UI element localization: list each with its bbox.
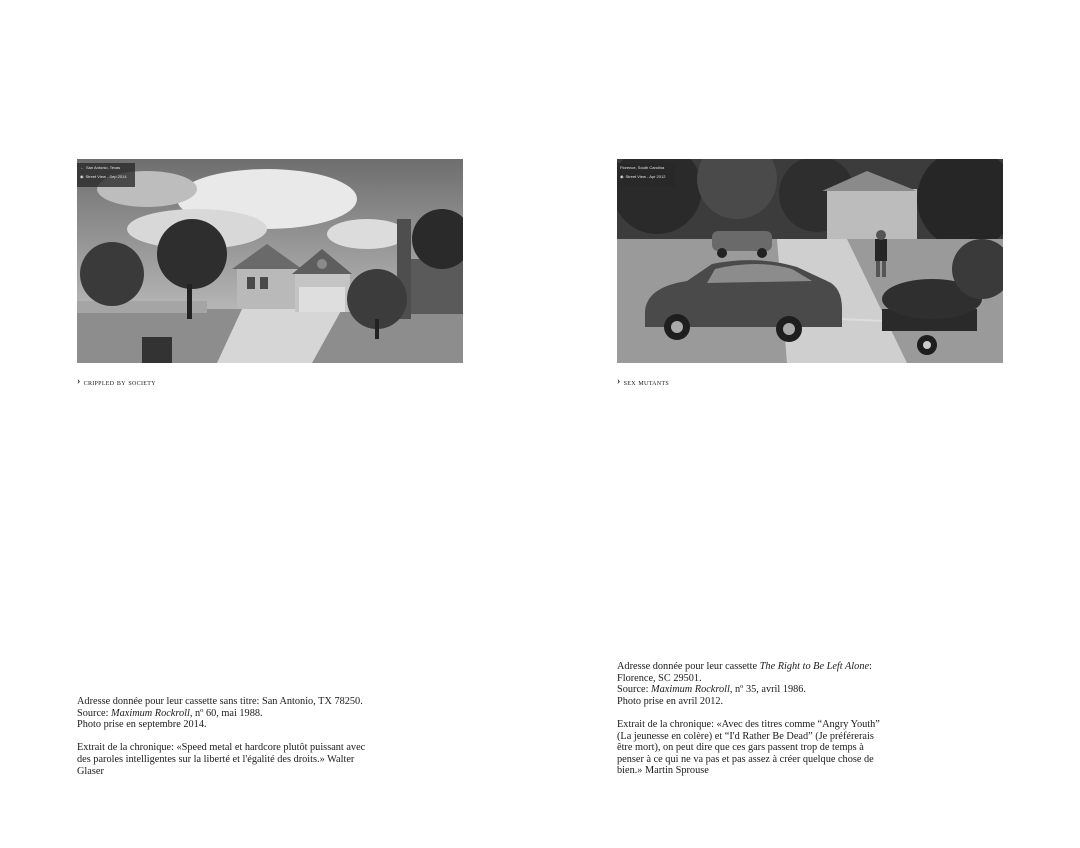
address-line: Adresse donnée pour leur cassette sans titre: San Antonio, TX 78250. <box>77 696 363 707</box>
streetview-location-panel <box>617 163 675 187</box>
source-label: Source: <box>77 707 109 719</box>
photo-date: Photo prise en avril 2012. <box>617 695 724 707</box>
entry-text <box>77 696 377 777</box>
streetview-location-panel <box>77 163 135 187</box>
source-title: Maximum Rockroll <box>111 707 190 719</box>
photo-caption <box>77 376 156 387</box>
source-label: Source: <box>617 684 649 696</box>
review-excerpt: Extrait de la chronique: «Avec des titres comme “Angry Youth” (La jeunesse en colère) et “I'd Rather Be Dead” (Je préférerais être mort), on peut dire que ces gars passent trop de temps à penser à ce qui ne va pas et pas assez à créer quelque chose de bien.» Martin Sprouse <box>617 718 880 777</box>
source-title: Maximum Rockroll <box>651 684 730 696</box>
caption-chevron-icon: › <box>617 376 621 387</box>
house-photo-graphic <box>77 159 463 363</box>
review-excerpt: Extrait de la chronique: «Speed metal et hardcore plutôt puissant avec des paroles intelligentes sur la liberté et l'égalité des droits.» Walter Glaser <box>77 742 366 777</box>
streetview-date: Street View - Sep 2014 <box>85 174 127 179</box>
car-photo-graphic <box>617 159 1003 363</box>
source-detail: , nº 60, mai 1988. <box>189 707 263 719</box>
streetview-date: Street View - Apr 2012 <box>625 174 666 179</box>
address-suffix: : Florence, SC 29501. <box>617 661 872 684</box>
photo-caption <box>617 376 669 387</box>
streetview-photo-florence <box>617 159 1003 363</box>
source-detail: , nº 35, avril 1986. <box>729 684 806 696</box>
source-line <box>77 708 377 720</box>
band-name: crippled by society <box>83 376 156 387</box>
streetview-photo-san-antonio <box>77 159 463 363</box>
streetview-location: Florence, South Carolina <box>620 165 665 170</box>
cassette-title: The Right to Be Left Alone <box>759 661 870 672</box>
entry-text <box>617 661 885 777</box>
address-prefix: Adresse donnée pour leur cassette <box>617 661 760 672</box>
address-line <box>617 661 885 684</box>
caption-chevron-icon: › <box>77 376 81 387</box>
street-view-icon: ◉ <box>620 174 624 179</box>
right-page <box>540 0 1080 848</box>
back-arrow-icon: ← <box>80 165 84 170</box>
street-view-icon: ◉ <box>80 174 84 179</box>
band-name: sex mutants <box>623 376 670 387</box>
streetview-location: San Antonio, Texas <box>86 165 121 170</box>
source-line <box>617 684 885 696</box>
photo-date: Photo prise en septembre 2014. <box>77 719 207 731</box>
